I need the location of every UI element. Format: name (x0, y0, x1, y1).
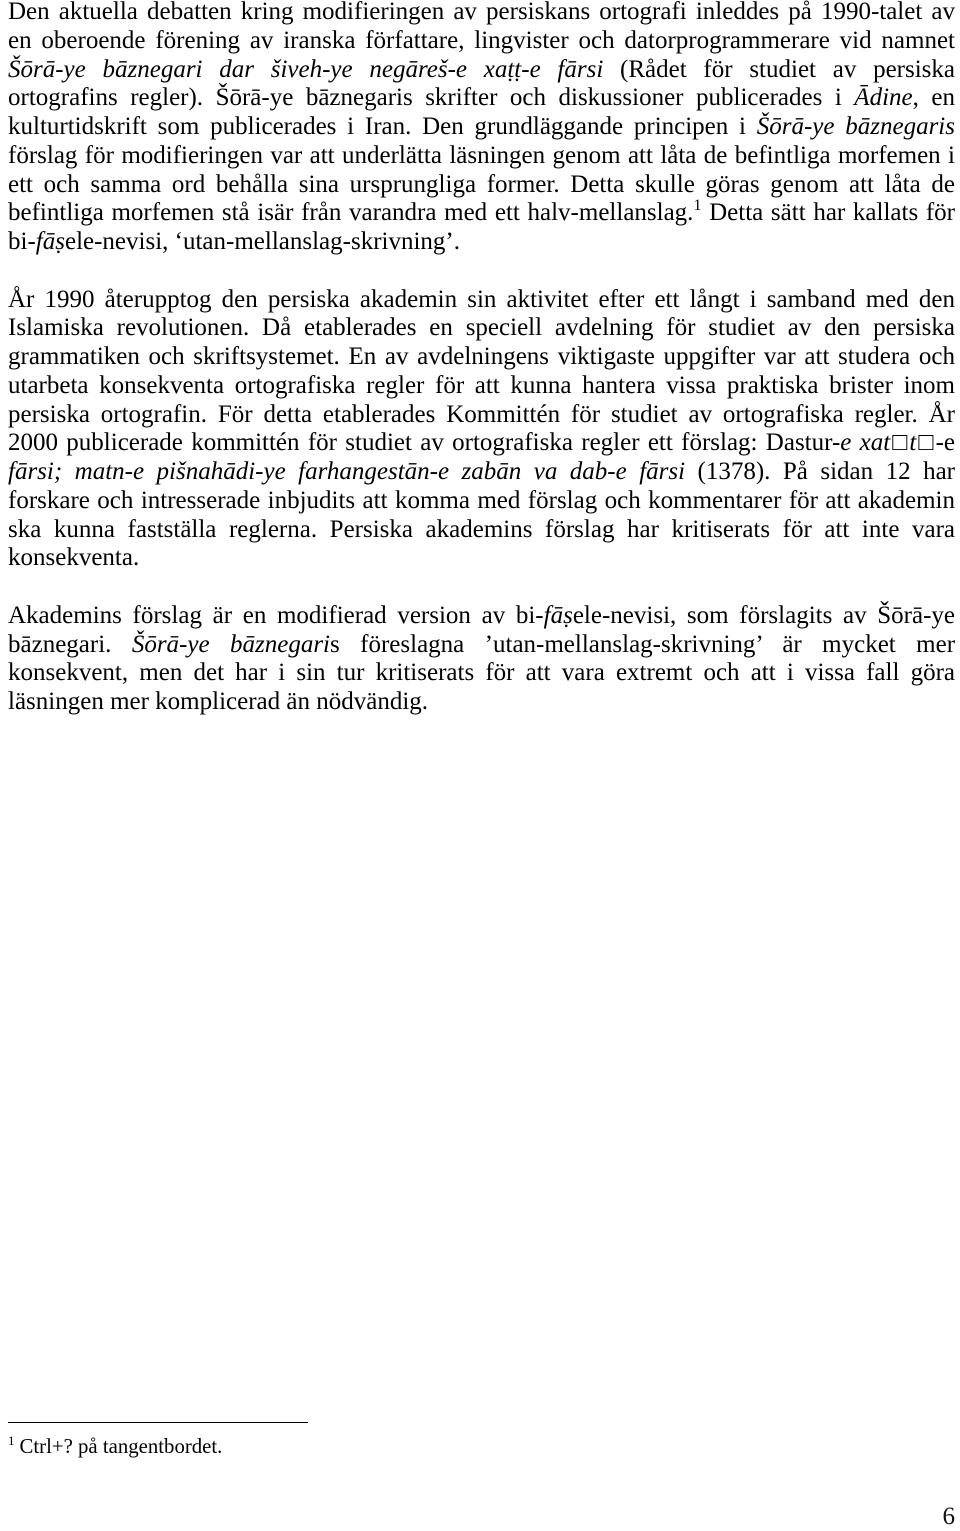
text-line (8, 401, 955, 430)
emphasized-term: Ādine (854, 84, 913, 112)
text-run: ortografins regler). Šōrā-ye bāznegaris skrifter och diskussioner publicerades i (8, 84, 855, 112)
footnote-text: Ctrl+? på tangentbordet. (19, 1435, 223, 1458)
text-line (8, 487, 955, 516)
body-paragraph (8, 602, 955, 717)
text-line (8, 228, 955, 257)
footnote-separator (8, 1422, 308, 1423)
text-run: , en (912, 84, 955, 112)
text-run: ett och samma ord behålla sina ursprungliga former. Detta skulle göras genom att låta de (8, 170, 955, 198)
text-run: läsningen mer komplicerad än nödvändig. (8, 688, 429, 715)
text-run: bāznegari. (8, 630, 132, 658)
text-line (8, 199, 955, 228)
text-run: Detta sätt har kallats för (701, 199, 955, 227)
body-paragraph (8, 0, 955, 257)
text-line (8, 142, 955, 171)
text-run: 2000 publicerade kommittén för studiet av ortografiska regler ett förslag: Dastur- (8, 429, 841, 457)
emphasized-term: Šōrā-ye bāznegari (131, 630, 330, 658)
text-run: År 1990 återupptog den persiska akademin sin aktivitet efter ett långt i samband med den (8, 285, 955, 313)
text-run: konsekventa. (8, 544, 140, 572)
text-line (8, 429, 955, 458)
text-run: konsekvent, men det har i sin tur kritiserats för att vara extremt och att i vissa fall göra (8, 659, 955, 687)
text-line (8, 659, 955, 688)
text-run: utarbeta konsekventa ortografiska regler för att kunna hantera vissa praktiska brister inom (8, 371, 955, 399)
text-line (8, 688, 955, 717)
text-run: ska kunna fastställa reglerna. Persiska akademins förslag har kritiserats för att inte vara (8, 515, 955, 543)
text-line (8, 516, 955, 545)
text-run: Islamiska revolutionen. Då etablerades en speciell avdelning för studiet av den persiska (8, 314, 955, 342)
text-run: (Rådet för studiet av persiska (603, 55, 956, 83)
page-number: 6 (942, 1503, 955, 1530)
text-run: ele-nevisi, som förslagits av Šōrā-ye (572, 601, 955, 629)
text-line (8, 286, 955, 315)
text-line (8, 314, 955, 343)
emphasized-term: e xat□t□ (840, 429, 936, 457)
text-line (8, 0, 955, 27)
text-line (8, 171, 955, 200)
text-line (8, 84, 955, 113)
text-run: befintliga morfemen stå isär från varandra med ett halv-mellanslag. (8, 199, 694, 227)
text-line (8, 602, 955, 631)
emphasized-term: Šōrā-ye bāznegari dar šiveh-ye negāreš-e xaṭṭ-e fārsi (8, 55, 604, 83)
text-run: Akademins förslag är en modifierad version av bi- (8, 601, 544, 629)
text-line (8, 458, 955, 487)
footnote-marker: 1 (8, 1433, 15, 1448)
text-run: (1378). På sidan 12 har (685, 458, 955, 485)
text-run: persiska ortografin. För detta etablerades Kommittén för studiet av ortografiska regler. År (8, 400, 955, 428)
emphasized-term: fāṣ (35, 228, 65, 255)
text-run: forskare och intresserade inbjudits att komma med förslag och kommentarer för att akademin (8, 486, 955, 514)
text-run: kulturtidskrift som publicerades i Iran. Den grundläggande principen i (8, 113, 757, 140)
text-line (8, 372, 955, 401)
text-line (8, 544, 955, 573)
text-run: en oberoende förening av iranska författare, lingvister och datorprogrammerare vid namnet (8, 26, 955, 54)
body-paragraph (8, 286, 955, 574)
text-run: Den aktuella debatten kring modifieringen av persiskans ortografi inleddes på 1990-talet av (8, 0, 955, 25)
text-run: förslag för modifieringen var att underlätta läsningen genom att låta de befintliga morfemen i (8, 141, 955, 169)
emphasized-term: fārsi; matn-e pišnahādi-ye farhangestān-e zabān va dab-e fārsi (8, 458, 686, 485)
text-line (8, 113, 955, 142)
text-line (8, 343, 955, 372)
footnote (8, 1435, 608, 1459)
emphasized-term: Šōrā-ye bāznegaris (756, 113, 955, 140)
emphasized-term: fāṣ (543, 601, 573, 629)
text-line (8, 27, 955, 56)
body-text (8, 0, 955, 746)
text-line (8, 631, 955, 660)
text-run: s föreslagna ’utan-mellanslag-skrivning’ är mycket mer (330, 630, 956, 658)
text-run: grammatiken och skriftsystemet. En av avdelningens viktigaste uppgifter var att studera och (8, 343, 955, 370)
text-line (8, 56, 955, 85)
text-run: bi- (8, 228, 36, 255)
text-run: ele-nevisi, ‘utan-mellanslag-skrivning’. (64, 228, 460, 255)
footnote-reference: 1 (693, 197, 702, 215)
text-run: -e (935, 429, 955, 457)
